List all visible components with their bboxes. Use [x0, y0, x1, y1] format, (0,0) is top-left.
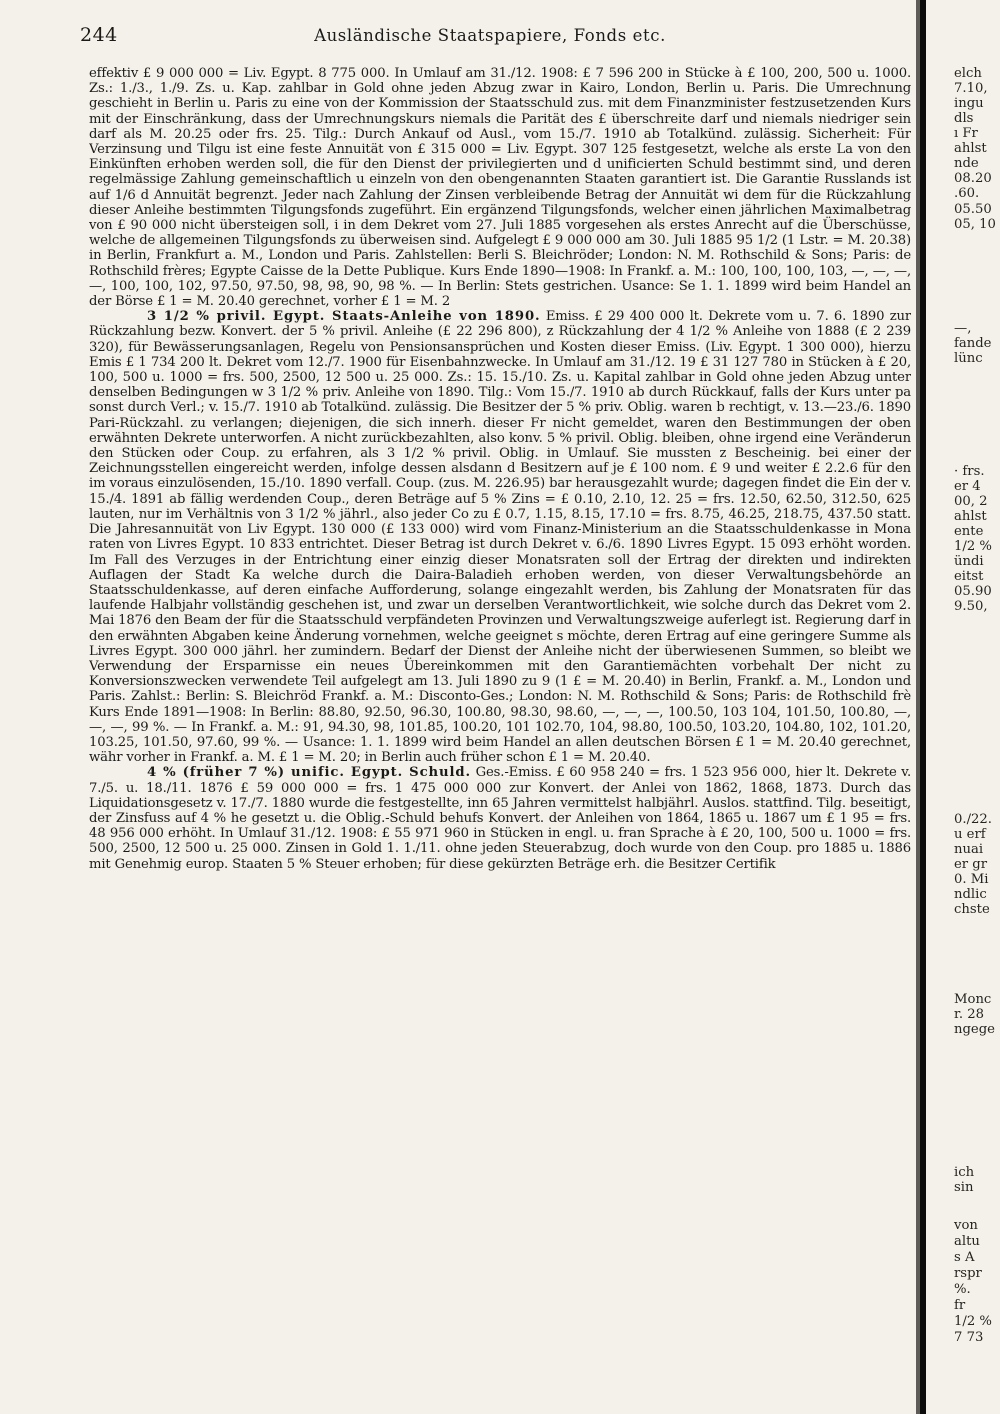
adjacent-text-fragment: s A [954, 1250, 975, 1265]
adjacent-text-fragment: ahlst [954, 509, 987, 524]
adjacent-text-fragment: ich [954, 1165, 975, 1180]
adjacent-text-fragment: ündi [954, 554, 984, 569]
adjacent-text-fragment: —, [954, 321, 972, 336]
adjacent-text-fragment: er 4 [954, 479, 981, 494]
paragraph-unified-debt [89, 765, 911, 871]
adjacent-text-fragment: r. 28 [954, 1007, 985, 1022]
adjacent-text-fragment: von [954, 1218, 978, 1233]
adjacent-text-fragment: 05.90 [954, 584, 992, 599]
adjacent-text-fragment: rspr [954, 1266, 982, 1281]
adjacent-text-fragment: ndlic [954, 887, 987, 902]
adjacent-text-fragment: ahlst [954, 141, 987, 156]
paragraph-body: Emiss. £ 29 400 000 lt. Dekrete vom u. 7. 6. 1890 zur Rückzahlung bezw. Konvert. der 5 % privil. Anleihe (£ 22 296 800), z Rückzahlung der 4 1/2 % Anleihe von 1888 (£ 2 239 320), für Bewässerungsanlagen, Regelu von Pensionsansprüchen und Kosten dieser Emiss. (Liv. Egypt. 1 300 000), hierzu Emis £ 1 734 200 lt. Dekret vom 12./7. 1900 für Eisenbahnzwecke. In Umlauf am 31./12. 19 £ 31 127 780 in Stücken à £ 20, 100, 500 u. 1000 = frs. 500, 2500, 12 500 u. 25 000. Zs.: 15. 15./10. Zs. u. Kapital zahlbar in Gold ohne jeden Abzug unter denselben Bedingungen w 3 1/2 % priv. Anleihe von 1890. Tilg.: Vom 15./7. 1910 ab durch Rückkauf, falls der Kurs unter pa sonst durch Verl.; v. 15./7. 1910 ab Totalkünd. zulässig. Die Besitzer der 5 % priv. Oblig. waren b rechtigt, v. 13.—23./6. 1890 Pari-Rückzahl. zu verlangen; diejenigen, die sich innerh. dieser Fr nicht gemeldet, waren den Bestimmungen der oben erwähnten Dekrete unterworfen. A nicht zurückbezahlten, also konv. 5 % privil. Oblig. bleiben, ohne irgend eine Veränderun den Stücken oder Coup. zu erfahren, als 3 1/2 % privil. Oblig. in Umlauf. Sie mussten z Bescheinig. bei einer der Zeichnungsstellen eingereicht werden, infolge dessen alsdann d Besitzern auf je £ 100 nom. £ 9 und weiter £ 2.2.6 für den im voraus einzulösenden, 15./10. 1890 verfall. Coup. (zus. M. 226.95) bar herausgezahlt wurde; dagegen findet die Ein der v. 15./4. 1891 ab fällig werdenden Coup., deren Beträge auf 5 % Zins = £ 0.10, 2.10, 12. 25 = frs. 12.50, 62.50, 312.50, 625 lauten, nur im Verhältnis von 3 1/2 % jährl., also jeder Co zu £ 0.7, 1.15, 8.15, 17.10 = frs. 8.75, 46.25, 218.75, 437.50 statt. Die Jahresannuität von Liv Egypt. 130 000 (£ 133 000) wird vom Finanz-Ministerium an die Staatsschuldenkasse in Mona raten von Livres Egypt. 10 833 entrichtet. Dieser Betrag ist durch Dekret v. 6./6. 1890 Livres Egypt. 15 093 erhöht worden. Im Fall des Verzuges in der Entrichtung einer einzig dieser Monatsraten soll der Ertrag der direkten und indirekten Auflagen der Stadt Ka welche durch die Daira-Baladieh erhoben werden, von dieser Verwaltungsbehörde an Staatsschuldenkasse, auf deren einfache Aufforderung, solange eingezahlt werden, bis Zahlung der Monatsraten für das laufende Halbjahr vollständig geschehen ist, und zwar un derselben Verantwortlichkeit, wie solche durch das Dekret vom 2. Mai 1876 den Beam der für die Staatsschuld verpfändeten Provinzen und Verwaltungszweige auferlegt ist. Regierung darf in den erwähnten Abgaben keine Änderung vornehmen, welche geeignet s möchte, deren Ertrag auf eine geringere Summe als Livres Egypt. 300 000 jährl. her zumindern. Bedarf der Dienst der Anleihe nicht der überwiesenen Summen, so bleibt we Verwendung der Ersparnisse ein neues Übereinkommen mit den Garantiemächten vorbehalt Der nicht zu Konversionszwecken verwendete Teil aufgelegt am 13. Juli 1890 zu 9 (1 £ = M. 20.40) in Berlin, Frankf. a. M., London und Paris. Zahlst.: Berlin: S. Bleichröd Frankf. a. M.: Disconto-Ges.; London: N. M. Rothschild & Sons; Paris: de Rothschild frè Kurs Ende 1891—1908: In Berlin: 88.80, 92.50, 96.30, 100.80, 98.30, 98.60, —, —, —, 100.50, 103 104, 101.50, 100.80, —, —, —, 99 %. — In Frankf. a. M.: 91, 94.30, 98, 101.85, 100.20, 101 102.70, 104, 98.80, 100.50, 103.20, 104.80, 102, 101.20, 103.25, 101.50, 97.60, 99 %. — Usance: 1. 1. 1899 wird beim Handel an allen deutschen Börsen £ 1 = M. 20.40 gerechnet, währ vorher in Frankf. a. M. £ 1 = M. 20; in Berlin auch früher schon £ 1 = M. 20.40. [89, 309, 911, 766]
book-gutter [920, 0, 926, 1414]
adjacent-text-fragment: 05.50 [954, 202, 992, 217]
adjacent-text-fragment: ente [954, 524, 984, 539]
adjacent-text-fragment: 0./22. [954, 812, 992, 827]
paragraph-body: effektiv £ 9 000 000 = Liv. Egypt. 8 775 000. In Umlauf am 31./12. 1908: £ 7 596 200 in Stücke à £ 100, 200, 500 u. 1000. Zs.: 1./3., 1./9. Zs. u. Kap. zahlbar in Gold ohne jeden Abzug zwar in Kairo, London, Berlin u. Paris. Die Umrechnung geschieht in Berlin u. Paris zu eine von der Kommission der Staatsschuld zus. mit dem Finanzminister festzusetzenden Kurs mit der Einschränkung, dass der Umrechnungskurs niemals die Parität des £ überschreite darf und niemals niedriger sein darf als M. 20.25 oder frs. 25. Tilg.: Durch Ankauf od Ausl., vom 15./7. 1910 ab Totalkünd. zulässig. Sicherheit: Für Verzinsung und Tilgu ist eine feste Annuität von £ 315 000 = Liv. Egypt. 307 125 festgesetzt, welche als erste La von den Einkünften erhoben werden soll, die für den Dienst der privilegierten und d unificierten Schuld bestimmt sind, und deren regelmässige Zahlung gemeinschaftlich u einzeln von den obengenannten Staaten garantiert ist. Die Garantie Russlands ist auf 1/6 d Annuität begrenzt. Jeder nach Zahlung der Zinsen verbleibende Betrag der Annuität wi dem für die Rückzahlung dieser Anleihe bestimmten Tilgungsfonds zugeführt. Ein ergänzend Tilgungsfonds, welcher einen jährlichen Maximalbetrag von £ 90 000 nicht übersteigen soll, i in dem Dekret vom 27. Juli 1885 vorgesehen als erstes Anrecht auf die Überschüsse, welche de allgemeinen Tilgungsfonds zu überweisen sind. Aufgelegt £ 9 000 000 am 30. Juli 1885 95 1/2 (1 Lstr. = M. 20.38) in Berlin, Frankfurt a. M., London und Paris. Zahlstellen: Berli S. Bleichröder; London: N. M. Rothschild & Sons; Paris: de Rothschild frères; Egypte Caisse de la Dette Publique. Kurs Ende 1890—1908: In Frankf. a. M.: 100, 100, 100, 103, —, —, —, —, 100, 100, 102, 97.50, 97.50, 98, 98, 90, 98 %. — In Berlin: Stets gestrichen. Usance: Se 1. 1. 1899 wird beim Handel an der Börse £ 1 = M. 20.40 gerechnet, vorher £ 1 = M. 2 [89, 66, 911, 310]
running-head: Ausländische Staatspapiere, Fonds etc. [314, 26, 666, 45]
adjacent-text-fragment: 9.50, [954, 599, 988, 614]
adjacent-text-fragment: · frs. [954, 464, 985, 479]
adjacent-text-fragment: ngege [954, 1022, 995, 1037]
paragraph-body: Ges.-Emiss. £ 60 958 240 = frs. 1 523 956 000, hier lt. Dekrete v. 7./5. u. 18./11. 1876 £ 59 000 000 = frs. 1 475 000 000 zur Konvert. der Anlei von 1862, 1868, 1873. Durch das Liquidationsgesetz v. 17./7. 1880 wurde die festgestellte, inn 65 Jahren vermittelst halbjährl. Auslos. stattfind. Tilg. beseitigt, der Zinsfuss auf 4 % he gesetzt u. die Oblig.-Schuld behufs Konvert. der Anleihen von 1864, 1865 u. 1867 um £ 1 95 = frs. 48 956 000 erhöht. In Umlauf 31./12. 1908: £ 55 971 960 in Stücken in engl. u. fran Sprache à £ 20, 100, 500 u. 1000 = frs. 500, 2500, 12 500 u. 25 000. Zinsen in Gold 1. 1./11. ohne jeden Steuerabzug, doch wurde von den Coup. pro 1885 u. 1886 mit Genehmig europ. Staaten 5 % Steuer erhoben; für diese gekürzten Beträge erh. die Besitzer Certifik [89, 765, 911, 872]
adjacent-text-fragment: u erf [954, 827, 986, 842]
adjacent-text-fragment: lünc [954, 351, 983, 366]
adjacent-page-fragments [952, 66, 1000, 1398]
entry-heading: 3 1/2 % privil. Egypt. Staats-Anleihe von 1890. [147, 309, 541, 325]
adjacent-text-fragment: nuai [954, 842, 984, 857]
adjacent-text-fragment: 1/2 % [954, 539, 992, 554]
paragraph-privileged-loan-1890 [89, 309, 911, 765]
adjacent-text-fragment: 08.20 [954, 171, 992, 186]
adjacent-text-fragment: ı Fr [954, 126, 978, 141]
adjacent-text-fragment: dls [954, 111, 974, 126]
entry-heading: 4 % (früher 7 %) unific. Egypt. Schuld. [147, 765, 472, 781]
adjacent-text-fragment: %. [954, 1282, 971, 1297]
adjacent-text-fragment: ingu [954, 96, 984, 111]
adjacent-text-fragment: elch [954, 66, 982, 81]
adjacent-text-fragment: 05, 10 [954, 217, 996, 232]
adjacent-text-fragment: altu [954, 1234, 980, 1249]
adjacent-text-fragment: er gr [954, 857, 988, 872]
adjacent-text-fragment: fande [954, 336, 992, 351]
adjacent-text-fragment: eitst [954, 569, 984, 584]
main-text-column [89, 66, 911, 1398]
adjacent-text-fragment: fr [954, 1298, 966, 1313]
adjacent-text-fragment: 1/2 % [954, 1314, 992, 1329]
adjacent-text-fragment: sin [954, 1180, 974, 1195]
adjacent-text-fragment: 0. Mi [954, 872, 989, 887]
adjacent-text-fragment: Monc [954, 992, 992, 1007]
adjacent-text-fragment: .60. [954, 186, 980, 201]
page-number: 244 [80, 24, 118, 46]
paragraph-annuity-loan-continued [89, 66, 911, 309]
adjacent-text-fragment: 7 73 [954, 1330, 984, 1345]
adjacent-text-fragment: 7.10, [954, 81, 988, 96]
adjacent-text-fragment: nde [954, 156, 979, 171]
adjacent-text-fragment: 00, 2 [954, 494, 988, 509]
page-header [80, 24, 900, 54]
adjacent-text-fragment: chste [954, 902, 990, 917]
